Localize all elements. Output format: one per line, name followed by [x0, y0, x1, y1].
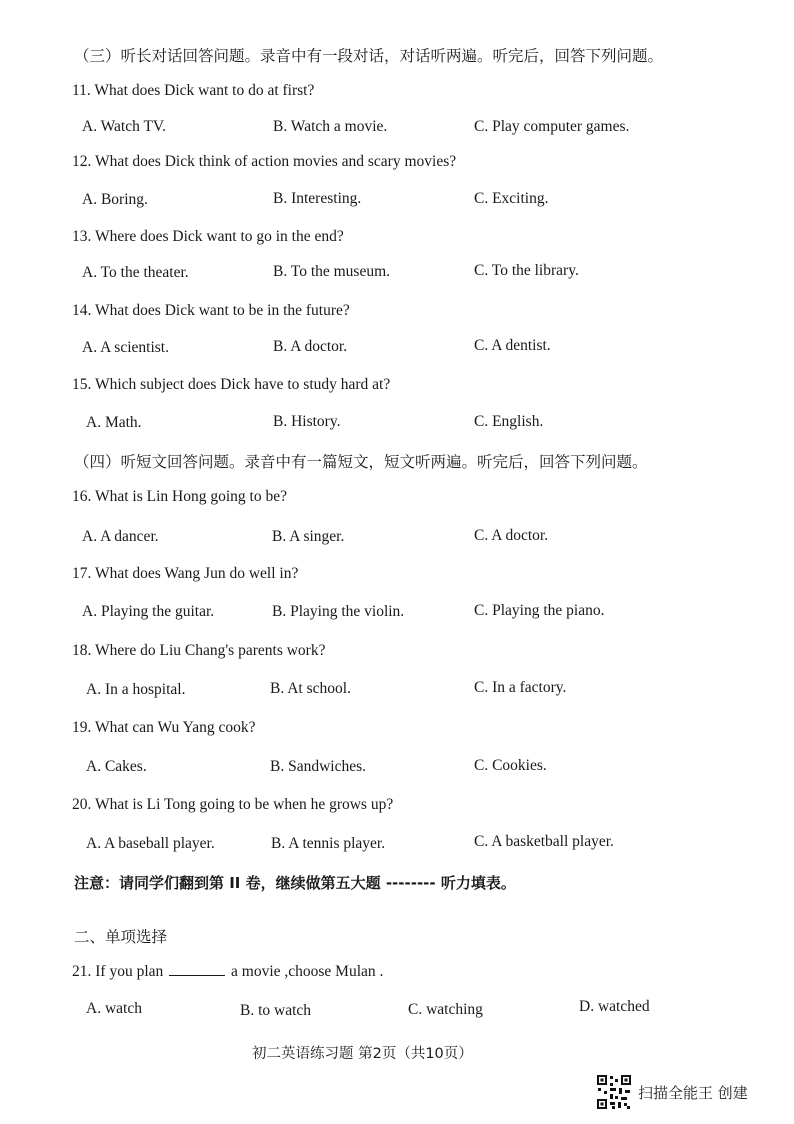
q18-option-a: A. In a hospital.	[86, 681, 186, 698]
q12-option-a: A. Boring.	[82, 191, 148, 208]
q18-option-c: C. In a factory.	[474, 679, 567, 696]
question-14: 14. What does Dick want to be in the future?	[72, 302, 350, 319]
question-19: 19. What can Wu Yang cook?	[72, 719, 256, 736]
q21-option-b: B. to watch	[240, 1002, 312, 1019]
section-2-heading: 二、单项选择	[74, 928, 168, 946]
qr-code-icon	[596, 1074, 632, 1110]
q19-option-a: A. Cakes.	[86, 758, 147, 775]
q12-option-c: C. Exciting.	[474, 190, 549, 207]
question-20: 20. What is Li Tong going to be when he grows up?	[72, 796, 394, 813]
q19-option-b: B. Sandwiches.	[270, 758, 367, 775]
q15-option-a: A. Math.	[86, 414, 142, 431]
section-3-heading: （三）听长对话回答问题。录音中有一段对话，对话听两遍。听完后，回答下列问题。	[74, 47, 664, 65]
q11-option-c: C. Play computer games.	[474, 118, 630, 135]
scanner-watermark	[596, 1074, 748, 1110]
q14-option-b: B. A doctor.	[273, 338, 348, 355]
q21-option-d: D. watched	[579, 998, 650, 1015]
notice-text: 注意：请同学们翻到第 II 卷，继续做第五大题 -------- 听力填表。	[74, 874, 516, 892]
question-12: 12. What does Dick think of action movies and scary movies?	[72, 153, 457, 170]
question-11: 11. What does Dick want to do at first?	[72, 82, 315, 99]
q17-option-c: C. Playing the piano.	[474, 602, 605, 619]
q21-option-a: A. watch	[86, 1000, 142, 1017]
q17-option-a: A. Playing the guitar.	[82, 603, 215, 620]
q21-option-c: C. watching	[408, 1001, 483, 1018]
section-4-heading: （四）听短文回答问题。录音中有一篇短文，短文听两遍。听完后，回答下列问题。	[74, 453, 648, 471]
q21-stem-start: 21. If you plan	[72, 963, 164, 980]
q13-option-b: B. To the museum.	[273, 263, 391, 280]
q16-option-a: A. A dancer.	[82, 528, 159, 545]
q17-option-b: B. Playing the violin.	[272, 603, 405, 620]
question-16: 16. What is Lin Hong going to be?	[72, 488, 287, 505]
q14-option-a: A. A scientist.	[82, 339, 169, 356]
q20-option-a: A. A baseball player.	[86, 835, 215, 852]
q21-stem-end: a movie ,choose Mulan .	[231, 963, 384, 980]
page-footer: 初二英语练习题 第2页（共10页）	[252, 1046, 473, 1062]
watermark-text: 扫描全能王 创建	[638, 1083, 748, 1102]
q14-option-c: C. A dentist.	[474, 337, 551, 354]
question-17: 17. What does Wang Jun do well in?	[72, 565, 299, 582]
question-15: 15. Which subject does Dick have to study hard at?	[72, 376, 391, 393]
question-18: 18. Where do Liu Chang's parents work?	[72, 642, 326, 659]
question-13: 13. Where does Dick want to go in the end?	[72, 228, 344, 245]
q20-option-b: B. A tennis player.	[271, 835, 386, 852]
q19-option-c: C. Cookies.	[474, 757, 547, 774]
q16-option-c: C. A doctor.	[474, 527, 549, 544]
question-21	[72, 963, 383, 981]
q15-option-c: C. English.	[474, 413, 544, 430]
q13-option-c: C. To the library.	[474, 262, 579, 279]
q15-option-b: B. History.	[273, 413, 341, 430]
q13-option-a: A. To the theater.	[82, 264, 189, 281]
q12-option-b: B. Interesting.	[273, 190, 362, 207]
q20-option-c: C. A basketball player.	[474, 833, 614, 850]
q18-option-b: B. At school.	[270, 680, 351, 697]
q11-option-a: A. Watch TV.	[82, 118, 167, 135]
q16-option-b: B. A singer.	[272, 528, 345, 545]
q21-answer-blank	[169, 963, 225, 976]
q11-option-b: B. Watch a movie.	[273, 118, 388, 135]
